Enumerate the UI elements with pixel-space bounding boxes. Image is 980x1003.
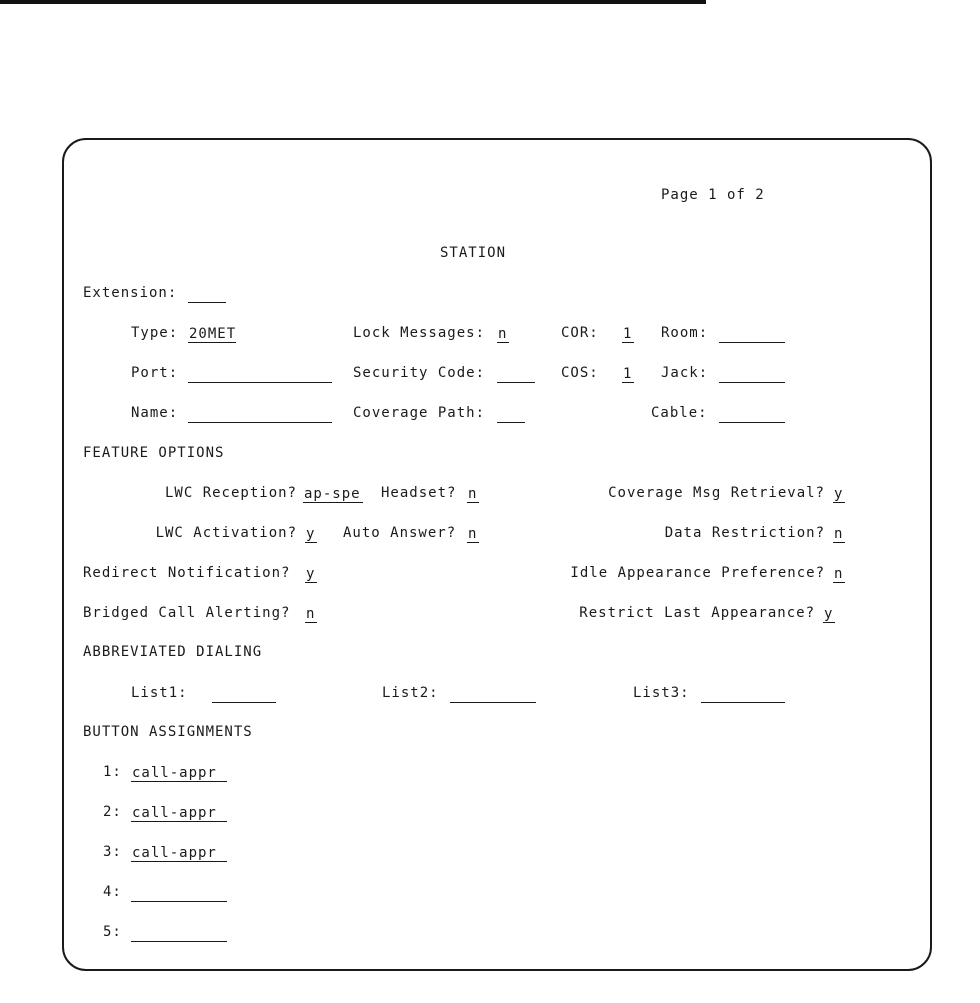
button-2-label: 2:: [103, 804, 122, 820]
idle-appearance-preference-label: Idle Appearance Preference?: [570, 565, 825, 581]
jack-label: Jack:: [661, 365, 709, 381]
cor-field[interactable]: 1: [623, 326, 633, 342]
cable-label: Cable:: [651, 405, 708, 421]
list1-label: List1:: [131, 685, 188, 701]
list3-label: List3:: [633, 685, 690, 701]
abbreviated-dialing-heading: ABBREVIATED DIALING: [83, 644, 263, 660]
type-label: Type:: [131, 325, 179, 341]
coverage-path-label: Coverage Path:: [353, 405, 486, 421]
bridged-call-alerting-field[interactable]: n: [306, 606, 316, 622]
cos-field[interactable]: 1: [623, 366, 633, 382]
cable-field[interactable]: [719, 406, 785, 423]
coverage-msg-retrieval-label: Coverage Msg Retrieval?: [608, 485, 825, 501]
room-label: Room:: [661, 325, 709, 341]
button-assignments-heading: BUTTON ASSIGNMENTS: [83, 724, 253, 740]
button-3-field[interactable]: call-appr: [131, 845, 227, 862]
security-code-field[interactable]: [497, 366, 535, 383]
button-4-label: 4:: [103, 884, 122, 900]
coverage-path-field[interactable]: [497, 406, 525, 423]
button-1-field[interactable]: call-appr: [131, 765, 227, 782]
lock-messages-field[interactable]: n: [498, 326, 508, 342]
button-5-field[interactable]: [131, 925, 227, 942]
button-5-label: 5:: [103, 924, 122, 940]
feature-options-heading: FEATURE OPTIONS: [83, 445, 225, 461]
port-field[interactable]: [188, 366, 332, 383]
bridged-call-alerting-label: Bridged Call Alerting?: [83, 605, 291, 621]
data-restriction-field[interactable]: n: [834, 526, 844, 542]
list3-field[interactable]: [701, 686, 785, 703]
page-indicator: Page 1 of 2: [661, 187, 765, 203]
auto-answer-field[interactable]: n: [468, 526, 478, 542]
data-restriction-label: Data Restriction?: [664, 525, 825, 541]
auto-answer-label: Auto Answer?: [343, 525, 457, 541]
list2-field[interactable]: [450, 686, 536, 703]
redirect-notification-field[interactable]: y: [306, 566, 316, 582]
lwc-activation-label: LWC Activation?: [155, 525, 297, 541]
top-rule: [0, 0, 706, 4]
coverage-msg-retrieval-field[interactable]: y: [834, 486, 844, 502]
form-title: STATION: [440, 245, 507, 261]
lwc-activation-field[interactable]: y: [306, 526, 316, 542]
headset-field[interactable]: n: [468, 486, 478, 502]
idle-appearance-preference-field[interactable]: n: [834, 566, 844, 582]
restrict-last-appearance-label: Restrict Last Appearance?: [579, 605, 815, 621]
name-label: Name:: [131, 405, 179, 421]
list1-field[interactable]: [212, 686, 276, 703]
port-label: Port:: [131, 365, 179, 381]
redirect-notification-label: Redirect Notification?: [83, 565, 291, 581]
button-3-label: 3:: [103, 844, 122, 860]
lock-messages-label: Lock Messages:: [353, 325, 486, 341]
extension-label: Extension:: [83, 285, 178, 301]
cos-label: COS:: [561, 365, 599, 381]
headset-label: Headset?: [381, 485, 457, 501]
security-code-label: Security Code:: [353, 365, 486, 381]
list2-label: List2:: [382, 685, 439, 701]
restrict-last-appearance-field[interactable]: y: [824, 606, 834, 622]
lwc-reception-label: LWC Reception?: [164, 485, 297, 501]
extension-field[interactable]: [188, 286, 226, 303]
button-1-label: 1:: [103, 764, 122, 780]
button-4-field[interactable]: [131, 885, 227, 902]
lwc-reception-field[interactable]: ap-spe: [303, 486, 363, 503]
type-field[interactable]: 20MET: [189, 326, 237, 342]
button-2-field[interactable]: call-appr: [131, 805, 227, 822]
jack-field[interactable]: [719, 366, 785, 383]
cor-label: COR:: [561, 325, 599, 341]
name-field[interactable]: [188, 406, 332, 423]
room-field[interactable]: [719, 326, 785, 343]
